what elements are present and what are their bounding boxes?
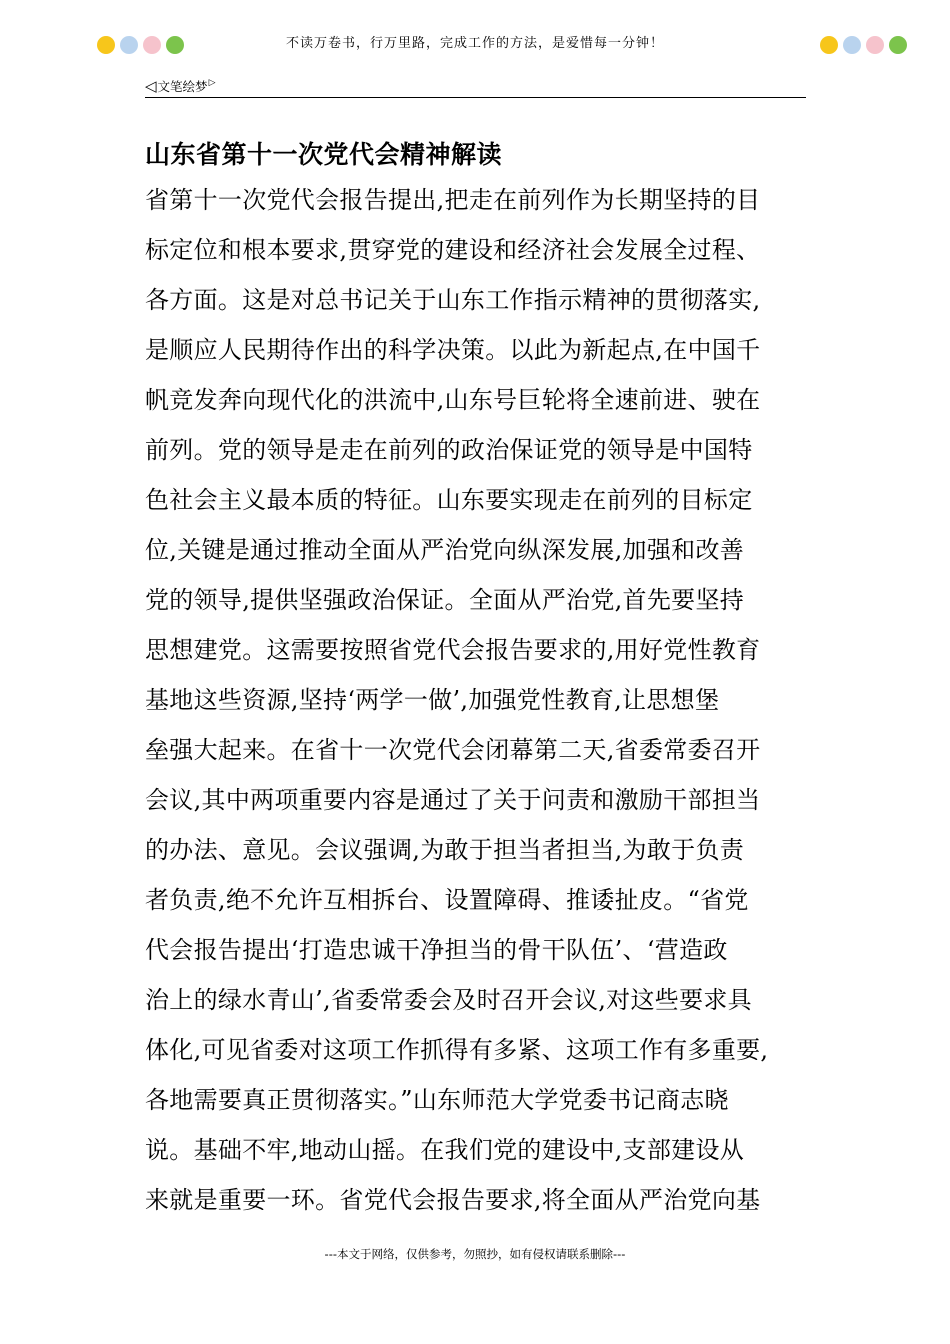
body-line: 垒强大起来。在省十一次党代会闭幕第二天,省委常委召开 — [145, 736, 761, 764]
decorative-dots-right — [820, 36, 907, 54]
document-body — [145, 178, 810, 1228]
document-title: 山东省第十一次党代会精神解读 — [145, 140, 503, 169]
footer-disclaimer: ---本文于网络，仅供参考，勿照抄，如有侵权请联系删除--- — [324, 1247, 626, 1261]
body-line: 是顺应人民期待作出的科学决策。以此为新起点,在中国千 — [145, 336, 761, 364]
body-line: 省第十一次党代会报告提出,把走在前列作为长期坚持的目 — [145, 186, 761, 214]
body-line: 各方面。这是对总书记关于山东工作指示精神的贯彻落实, — [145, 286, 761, 314]
left-triangle-icon: ◁ — [145, 77, 157, 95]
green-dot — [889, 36, 907, 54]
body-line: 者负责,绝不允许互相拆台、设置障碍、推诿扯皮。“省党 — [145, 886, 749, 914]
body-line: 基地这些资源,坚持‘两学一做’,加强党性教育,让思想堡 — [145, 686, 720, 714]
blue-dot — [843, 36, 861, 54]
header-divider — [145, 97, 806, 98]
yellow-dot — [820, 36, 838, 54]
brand-text: 文笔绘梦 — [157, 79, 208, 94]
body-line: 代会报告提出‘打造忠诚干净担当的骨干队伍’、‘营造政 — [145, 936, 728, 964]
body-line: 的办法、意见。会议强调,为敢于担当者担当,为敢于负责 — [145, 836, 745, 864]
body-line: 位,关键是通过推动全面从严治党向纵深发展,加强和改善 — [145, 536, 745, 564]
body-line: 体化,可见省委对这项工作抓得有多紧、这项工作有多重要, — [145, 1036, 769, 1064]
body-line: 来就是重要一环。省党代会报告要求,将全面从严治党向基 — [145, 1186, 761, 1214]
pink-dot — [866, 36, 884, 54]
body-line: 说。基础不牢,地动山摇。在我们党的建设中,支部建设从 — [145, 1136, 745, 1164]
body-line: 党的领导,提供坚强政治保证。全面从严治党,首先要坚持 — [145, 586, 745, 614]
body-line: 标定位和根本要求,贯穿党的建设和经济社会发展全过程、 — [145, 236, 761, 264]
body-line: 治上的绿水青山’,省委常委会及时召开会议,对这些要求具 — [145, 986, 752, 1014]
body-line: 思想建党。这需要按照省党代会报告要求的,用好党性教育 — [145, 636, 761, 664]
body-line: 前列。党的领导是走在前列的政治保证党的领导是中国特 — [145, 436, 753, 464]
body-line: 会议,其中两项重要内容是通过了关于问责和激励干部担当 — [145, 786, 761, 814]
body-line: 色社会主义最本质的特征。山东要实现走在前列的目标定 — [145, 486, 753, 514]
body-line: 各地需要真正贯彻落实。”山东师范大学党委书记商志晓 — [145, 1086, 729, 1114]
header-motto: 不读万卷书，行万里路，完成工作的方法，是爱惜每一分钟！ — [285, 36, 664, 51]
brand-label — [145, 77, 215, 95]
body-line: 帆竞发奔向现代化的洪流中,山东号巨轮将全速前进、驶在 — [145, 386, 761, 414]
right-triangle-icon: ▷ — [208, 78, 216, 88]
